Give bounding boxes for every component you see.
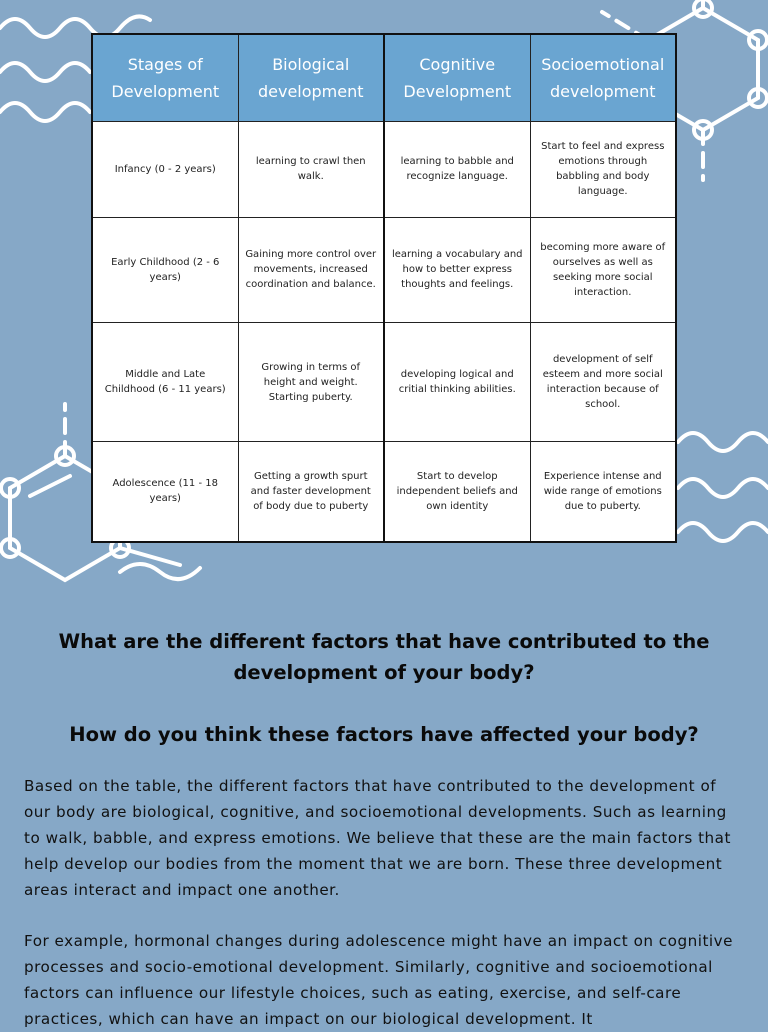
biological-cell: Growing in terms of height and weight. Starting puberty.	[238, 323, 384, 442]
wave-decoration	[0, 103, 90, 121]
column-header-socioemotional: Socioemotional development	[530, 34, 676, 122]
cognitive-cell: Start to develop independent beliefs and own identity	[384, 441, 530, 542]
question-factors: What are the different factors that have contributed to the development of your body?	[58, 630, 710, 684]
stage-cell: Middle and Late Childhood (6 - 11 years)	[92, 323, 238, 442]
cognitive-cell: learning to babble and recognize language.	[384, 122, 530, 218]
table-header-row	[92, 34, 676, 122]
answer-paragraph: Based on the table, the different factors that have contributed to the development of our body are biological, cognitive, and socioemotional developments. Such as learning to walk, babble, and express emotions. We believe that these are the main factors that help develop our bodies from the moment that we are born. These three development areas interact and impact one another.	[24, 777, 731, 899]
stage-cell: Early Childhood (2 - 6 years)	[92, 217, 238, 323]
socioemotional-cell: development of self esteem and more social interaction because of school.	[530, 323, 676, 442]
socioemotional-cell: Experience intense and wide range of emotions due to puberty.	[530, 441, 676, 542]
question-effects: How do you think these factors have affected your body?	[69, 723, 699, 746]
biological-cell: Getting a growth spurt and faster development of body due to puberty	[238, 441, 384, 542]
table-row	[92, 441, 676, 542]
wave-decoration	[120, 564, 200, 579]
wave-decoration	[0, 63, 90, 81]
stage-cell: Adolescence (11 - 18 years)	[92, 441, 238, 542]
column-header-cognitive: Cognitive Development	[384, 34, 530, 122]
column-header-biological: Biological development	[238, 34, 384, 122]
wave-decoration	[678, 433, 768, 451]
table-row	[92, 122, 676, 218]
column-header-stages: Stages of Development	[92, 34, 238, 122]
cognitive-cell: developing logical and critial thinking abilities.	[384, 323, 530, 442]
socioemotional-cell: becoming more aware of ourselves as well as seeking more social interaction.	[530, 217, 676, 323]
socioemotional-cell: Start to feel and express emotions through babbling and body language.	[530, 122, 676, 218]
questions-section	[24, 626, 744, 781]
table-row	[92, 217, 676, 323]
example-paragraph: For example, hormonal changes during adolescence might have an impact on cognitive processes and socio-emotional development. Similarly, cognitive and socioemotional factors can influence our lifestyle choices, such as eating, exercise, and self-care practices, which can have an impact on our biological development. It	[24, 932, 733, 1028]
cognitive-cell: learning a vocabulary and how to better express thoughts and feelings.	[384, 217, 530, 323]
development-stages-table	[91, 33, 677, 543]
wave-decoration	[678, 523, 768, 541]
stage-cell: Infancy (0 - 2 years)	[92, 122, 238, 218]
biological-cell: Gaining more control over movements, increased coordination and balance.	[238, 217, 384, 323]
table-row	[92, 323, 676, 442]
wave-decoration	[678, 479, 768, 497]
biological-cell: learning to crawl then walk.	[238, 122, 384, 218]
